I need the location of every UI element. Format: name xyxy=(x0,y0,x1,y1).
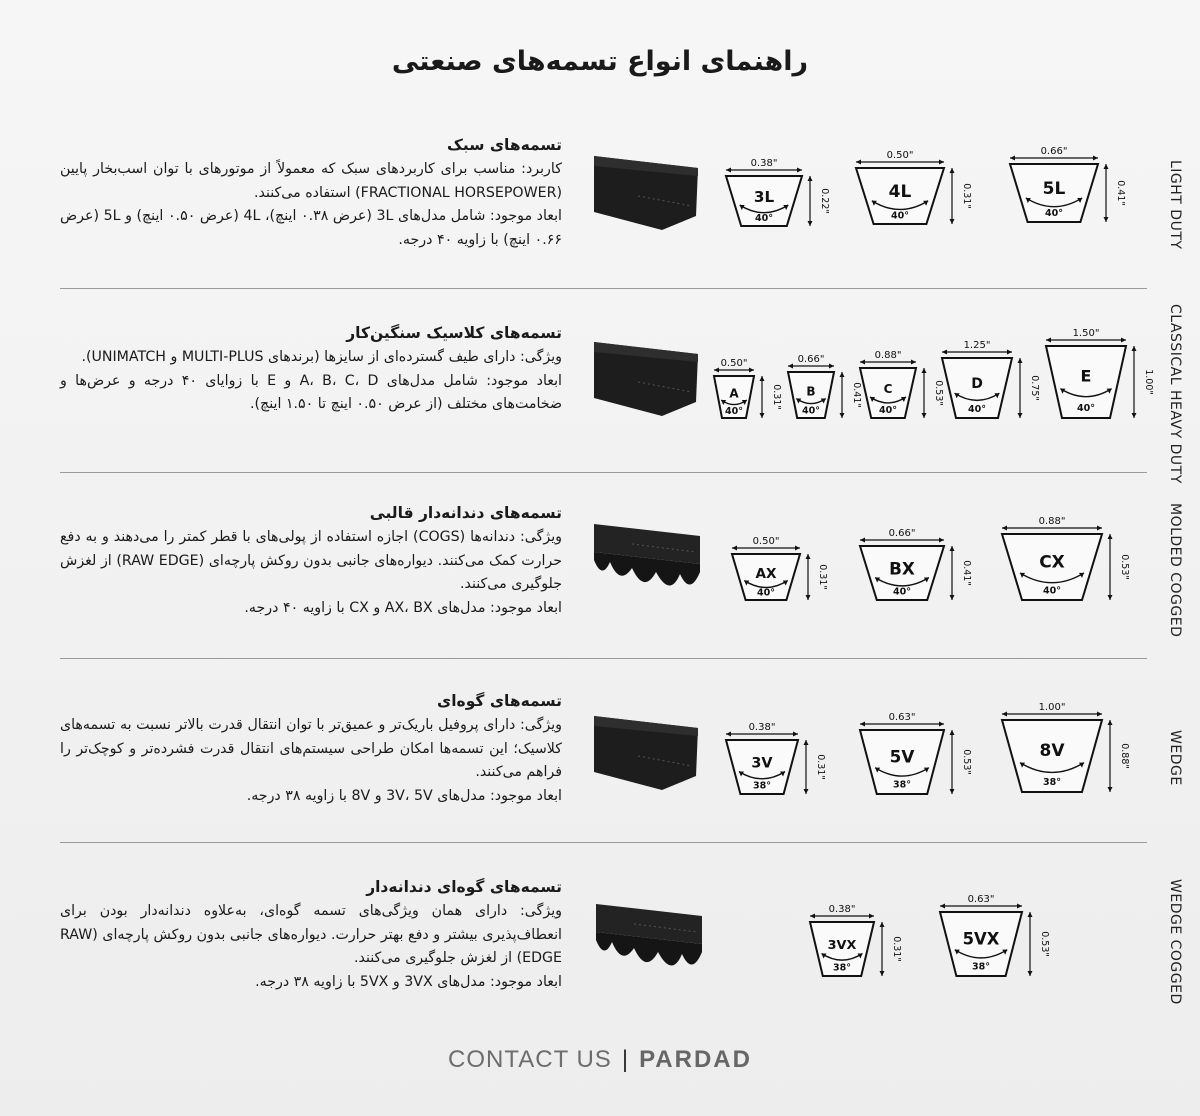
angle-label: 40° xyxy=(893,586,911,598)
section-molded-cogged xyxy=(60,500,1200,650)
profile-group xyxy=(60,688,1200,838)
side-label: WEDGE xyxy=(1167,730,1183,786)
angle-label: 40° xyxy=(1077,402,1095,414)
height-label: 0.53" xyxy=(933,380,944,406)
angle-label: 38° xyxy=(753,780,771,792)
angle-label: 40° xyxy=(891,210,909,222)
section-heading: تسمه‌های سبک xyxy=(447,136,562,154)
section-line: ابعاد موجود: شامل مدل‌های A، B، C، D و E با زوایای ۴۰ درجه و عرض‌ها و ضخامت‌های مختلف (از عرض ۰.۵۰ اینچ تا ۱.۵۰ اینچ). xyxy=(60,372,562,412)
height-label: 0.41" xyxy=(1115,180,1126,206)
section-light-duty xyxy=(60,130,1200,280)
profile-diagram xyxy=(804,906,914,988)
width-label: 1.50" xyxy=(1072,328,1100,339)
profile-name: C xyxy=(883,382,893,396)
section-divider xyxy=(60,288,1147,289)
angle-label: 38° xyxy=(1043,776,1061,788)
profile-diagram xyxy=(934,894,1050,988)
profile-diagram xyxy=(1040,328,1154,428)
angle-label: 40° xyxy=(1043,585,1061,597)
angle-label: 40° xyxy=(968,404,986,415)
width-label: 0.50" xyxy=(752,536,780,547)
height-label: 0.53" xyxy=(1039,931,1050,957)
angle-label: 38° xyxy=(893,779,911,791)
side-label: MOLDED COGGED xyxy=(1167,502,1183,638)
angle-label: 40° xyxy=(879,405,897,416)
width-label: 0.38" xyxy=(748,722,776,733)
profile-diagram xyxy=(996,702,1130,804)
height-label: 0.88" xyxy=(1119,743,1130,769)
profile-diagram xyxy=(1004,146,1126,242)
profile-name: 5VX xyxy=(962,929,1000,949)
width-label: 0.88" xyxy=(874,350,902,361)
angle-label: 40° xyxy=(802,405,820,417)
width-label: 0.38" xyxy=(750,158,778,169)
section-line: ویژگی: دارای پروفیل باریک‌تر و عمیق‌تر با توان انتقال قدرت بالاتر نسبت به تسمه‌های کلاسیک؛ این تسمه‌ها امکان طراحی سیستم‌های انتقال قدرت فشرده‌تر و کوچک‌تر را فراهم می‌کنند. xyxy=(60,717,562,780)
section-heading: تسمه‌های دندانه‌دار قالبی xyxy=(369,504,562,522)
profile-group xyxy=(60,130,1200,280)
brand-logo: PARDAD xyxy=(639,1046,752,1073)
profile-group xyxy=(60,500,1200,650)
section-line: ابعاد موجود: شامل مدل‌های 3L (عرض ۰.۳۸ اینچ)، 4L (عرض ۰.۵۰ اینچ) و 5L (عرض ۰.۶۶ اینچ) با زاویه ۴۰ درجه. xyxy=(60,208,563,248)
profile-group xyxy=(60,318,1200,468)
height-label: 0.41" xyxy=(961,560,972,586)
profile-name: D xyxy=(971,375,983,392)
height-label: 0.22" xyxy=(819,188,830,214)
profile-name: A xyxy=(729,386,739,401)
width-label: 0.50" xyxy=(886,150,914,161)
section-line: ویژگی: دارای همان ویژگی‌های تسمه گوه‌ای، به‌علاوه دندانه‌دار بودن برای انعطاف‌پذیری بیشتر و دفع بهتر حرارت. دیواره‌های جانبی بدون روکش پارچه‌ای (RAW EDGE) از لغزش جلوگیری می‌کنند. xyxy=(60,903,562,966)
height-label: 0.75" xyxy=(1029,375,1040,401)
width-label: 0.38" xyxy=(828,904,856,915)
profile-name: 5V xyxy=(889,746,915,767)
section-line: کاربرد: مناسب برای کاربردهای سبک که معمولاً از موتورهای با توان اسب‌بخار پایین (FRACTIONAL HORSEPOWER) استفاده می‌کنند. xyxy=(60,161,562,201)
width-label: 0.66" xyxy=(888,528,916,539)
profile-diagram xyxy=(996,516,1130,614)
footer xyxy=(0,1046,1200,1074)
section-divider xyxy=(60,658,1147,659)
section-heading: تسمه‌های گوه‌ای دندانه‌دار xyxy=(366,878,562,896)
height-label: 0.53" xyxy=(1119,554,1130,580)
profile-diagram xyxy=(854,712,972,804)
height-label: 0.31" xyxy=(817,564,828,590)
angle-label: 38° xyxy=(833,962,851,974)
width-label: 1.25" xyxy=(963,340,991,351)
height-label: 0.31" xyxy=(815,754,826,780)
height-label: 0.31" xyxy=(771,384,782,410)
section-heading: تسمه‌های گوه‌ای xyxy=(437,692,562,710)
profile-name: AX xyxy=(755,565,777,582)
profile-diagram xyxy=(720,724,830,804)
side-label: CLASSICAL HEAVY DUTY xyxy=(1167,304,1183,484)
height-label: 0.53" xyxy=(961,749,972,775)
height-label: 1.00" xyxy=(1143,369,1154,395)
width-label: 0.63" xyxy=(888,712,916,723)
page-title: راهنمای انواع تسمه‌های صنعتی xyxy=(391,46,809,77)
side-label: WEDGE COGGED xyxy=(1167,879,1183,1005)
section-wedge xyxy=(60,688,1200,838)
profile-diagram xyxy=(850,150,972,242)
height-label: 0.31" xyxy=(961,183,972,209)
width-label: 0.66" xyxy=(1040,146,1068,157)
footer-separator: | xyxy=(621,1046,630,1073)
profile-diagram xyxy=(854,350,944,428)
profile-diagram xyxy=(726,538,836,614)
section-line: ویژگی: دندانه‌ها (COGS) اجازه استفاده از پولی‌های با قطر کمتر را می‌دهند و به دفع حرارت کمک می‌کنند. دیواره‌های جانبی بدون روکش پارچه‌ای (RAW EDGE) از لغزش جلوگیری می‌کنند. xyxy=(60,529,562,592)
profile-name: BX xyxy=(889,558,915,579)
height-label: 0.41" xyxy=(851,382,862,408)
profile-diagram xyxy=(782,354,862,428)
section-line: ابعاد موجود: مدل‌های 3V، 5V و 8V با زاویه ۳۸ درجه. xyxy=(246,787,562,804)
profile-name: 3VX xyxy=(827,937,857,953)
side-label: LIGHT DUTY xyxy=(1167,160,1183,250)
section-divider xyxy=(60,842,1147,843)
angle-label: 40° xyxy=(755,213,773,224)
angle-label: 40° xyxy=(725,405,743,417)
profile-name: E xyxy=(1080,366,1092,386)
width-label: 0.50" xyxy=(720,358,748,369)
section-classical-heavy-duty xyxy=(60,304,1200,484)
profile-diagram xyxy=(936,340,1040,428)
height-label: 0.31" xyxy=(891,936,902,962)
section-divider xyxy=(60,472,1147,473)
angle-label: 38° xyxy=(972,961,990,973)
profile-name: 5L xyxy=(1042,179,1066,200)
profile-diagram xyxy=(720,160,830,242)
angle-label: 40° xyxy=(1045,208,1063,220)
profile-name: 8V xyxy=(1039,740,1065,761)
profile-name: 3V xyxy=(751,755,773,772)
width-label: 1.00" xyxy=(1038,702,1066,713)
profile-name: CX xyxy=(1039,552,1065,573)
section-wedge-cogged xyxy=(60,872,1200,1022)
width-label: 0.66" xyxy=(797,354,825,365)
section-line: ابعاد موجود: مدل‌های 3VX و 5VX با زاویه ۳۸ درجه. xyxy=(255,973,562,990)
profile-name: 3L xyxy=(753,188,775,207)
section-line: ابعاد موجود: مدل‌های AX، BX و CX با زاویه ۴۰ درجه. xyxy=(244,599,562,616)
contact-us-link[interactable]: CONTACT US xyxy=(448,1046,612,1073)
profile-group xyxy=(60,872,1200,1022)
profile-name: 4L xyxy=(888,182,912,203)
section-line: ویژگی: دارای طیف گسترده‌ای از سایزها (برندهای MULTI-PLUS و UNIMATCH). xyxy=(81,349,562,365)
angle-label: 40° xyxy=(757,587,775,599)
width-label: 0.88" xyxy=(1038,516,1066,527)
width-label: 0.63" xyxy=(967,894,995,905)
profile-diagram xyxy=(708,358,782,428)
section-heading: تسمه‌های کلاسیک سنگین‌کار xyxy=(346,324,562,342)
profile-name: B xyxy=(806,384,816,399)
profile-diagram xyxy=(854,528,972,614)
